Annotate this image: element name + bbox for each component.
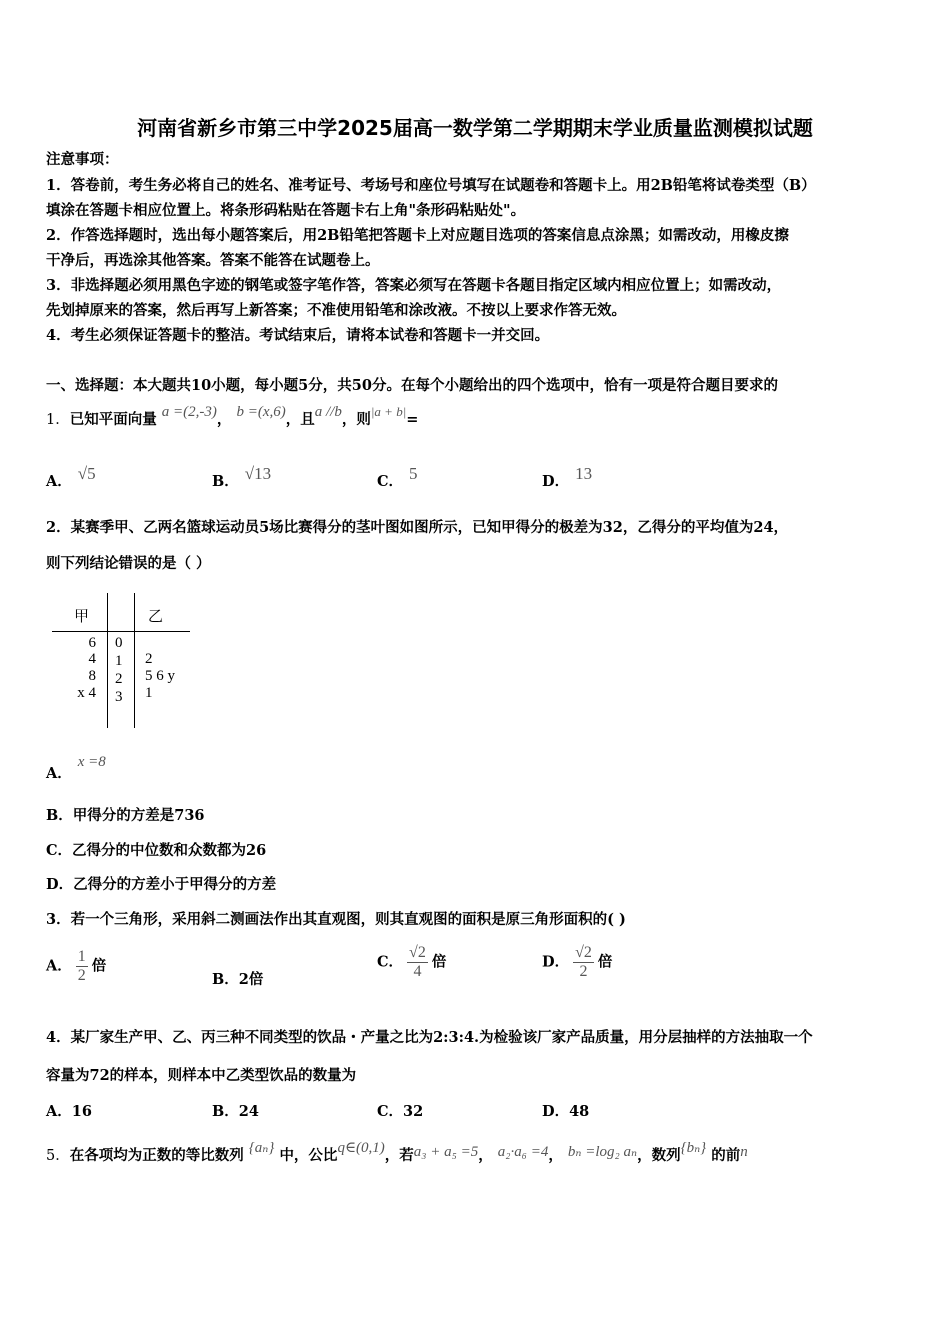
- notice-line: 2．作答选择题时，选出每小题答案后，用2B铅笔把答题卡上对应题目选项的答案信息点涂黑；如需改动，用橡皮擦: [46, 227, 789, 244]
- stem-value: 1: [115, 653, 123, 669]
- stem-value: 2: [115, 671, 123, 687]
- question-5: [46, 1140, 748, 1166]
- q5-text: 的前: [711, 1147, 741, 1164]
- q5-product: a₂·a₆ =4: [497, 1144, 549, 1160]
- question-3: 3．若一个三角形，采用斜二测画法作出其直观图，则其直观图的面积是原三角形面积的( ): [46, 911, 626, 928]
- stem-left-leaf: 8: [88, 668, 96, 684]
- question-2-cont: 则下列结论错误的是（ ）: [46, 555, 211, 572]
- q3-option-c[interactable]: C． $\frac{√2}{4}$ 倍: [377, 944, 447, 980]
- section-heading: 一、选择题：本大题共10小题，每小题5分，共50分。在每个小题给出的四个选项中，恰有一项是符合题目要求的: [46, 377, 778, 394]
- q5-sum: a₃ + a₅ =5: [413, 1144, 479, 1160]
- q5-number: 5．: [46, 1148, 70, 1164]
- stem-right-leaf: 5 6 y: [145, 668, 175, 684]
- notice-line: 1．答卷前，考生务必将自己的姓名、准考证号、考场号和座位号填写在试题卷和答题卡上。用2B铅笔将试卷类型（B）: [46, 177, 816, 194]
- question-1: [46, 404, 419, 430]
- q2-option-c[interactable]: C．乙得分的中位数和众数都为26: [46, 842, 267, 859]
- q5-text: 中，公比: [279, 1147, 338, 1164]
- q2-option-b[interactable]: B．甲得分的方差是736: [46, 807, 205, 824]
- q2-option-d[interactable]: D．乙得分的方差小于甲得分的方差: [46, 876, 277, 893]
- notice-line: 3．非选择题必须用黑色字迹的钢笔或签字笔作答，答案必须写在答题卡各题目指定区域内相应位置上；如需改动，: [46, 277, 782, 294]
- q3-option-a[interactable]: A． $\frac{1}{2}$ 倍: [46, 948, 107, 984]
- q1-option-d[interactable]: D． 13: [542, 464, 593, 490]
- q1-option-a[interactable]: A． √5: [46, 464, 96, 490]
- q5-ratio: q∈(0,1): [337, 1140, 385, 1156]
- q5-seq-a: {aₙ}: [248, 1140, 275, 1156]
- stem-right-leaf: 1: [145, 685, 153, 701]
- q5-seq-b: {bₙ}: [680, 1140, 707, 1156]
- q4-option-b[interactable]: B．24: [212, 1103, 259, 1120]
- q1-text: =: [406, 411, 419, 428]
- notice-line: 填涂在答题卡相应位置上。将条形码粘贴在答题卡右上角"条形码粘贴处"。: [46, 202, 526, 219]
- q3-option-b[interactable]: B．2倍: [212, 971, 264, 988]
- q1-text: ，且: [285, 411, 315, 428]
- stem-left-leaf: 4: [88, 651, 96, 667]
- q5-text: ，数列: [637, 1147, 681, 1164]
- q1-vector-b: b =(x,6): [236, 404, 286, 420]
- q3-option-d[interactable]: D． $\frac{√2}{2}$ 倍: [542, 944, 613, 980]
- q5-text: ，: [548, 1147, 563, 1164]
- q5-text: ，: [478, 1147, 493, 1164]
- stem-value: 3: [115, 689, 123, 705]
- q2-option-a[interactable]: A．x =8: [46, 754, 106, 782]
- q4-option-a[interactable]: A．16: [46, 1103, 92, 1120]
- q1-option-c[interactable]: C． 5: [377, 464, 418, 490]
- page-title: 河南省新乡市第三中学2025届高一数学第二学期期末学业质量监测模拟试题: [137, 116, 813, 140]
- stem-left-leaf: 6: [88, 635, 96, 651]
- q5-bn-def: bₙ =log₂ aₙ: [567, 1144, 638, 1160]
- q1-parallel: a //b: [314, 404, 342, 420]
- q5-n: n: [740, 1144, 748, 1160]
- q1-text: ，则: [341, 411, 371, 428]
- stem-leaf-plot: [52, 593, 192, 728]
- q5-text: 在各项均为正数的等比数列: [69, 1147, 244, 1164]
- stem-header-right: 乙: [148, 609, 164, 625]
- stem-right-leaf: 2: [145, 651, 153, 667]
- notice-line: 干净后，再选涂其他答案。答案不能答在试题卷上。: [46, 252, 380, 269]
- stem-left-leaf: x 4: [77, 685, 96, 701]
- question-4-cont: 容量为72的样本，则样本中乙类型饮品的数量为: [46, 1067, 357, 1084]
- q5-text: ，若: [384, 1147, 414, 1164]
- q1-text: 已知平面向量: [69, 411, 157, 428]
- q4-option-d[interactable]: D．48: [542, 1103, 590, 1120]
- notice-line: 先划掉原来的答案，然后再写上新答案；不准使用铅笔和涂改液。不按以上要求作答无效。: [46, 302, 626, 319]
- question-2: 2．某赛季甲、乙两名篮球运动员5场比赛得分的茎叶图如图所示，已知甲得分的极差为32，乙得分的平均值为24，: [46, 519, 789, 536]
- q1-option-b[interactable]: B． √13: [212, 464, 272, 490]
- q1-vector-a: a =(2,-3): [161, 404, 217, 420]
- question-4: 4．某厂家生产甲、乙、丙三种不同类型的饮品・产量之比为2:3:4.为检验该厂家产品质量，用分层抽样的方法抽取一个: [46, 1029, 813, 1046]
- q1-number: 1．: [46, 412, 70, 428]
- notice-line: 4．考生必须保证答题卡的整洁。考试结束后，请将本试卷和答题卡一并交回。: [46, 327, 550, 344]
- q1-magnitude: |a + b|: [370, 404, 407, 419]
- stem-value: 0: [115, 635, 123, 651]
- stem-header-left: 甲: [74, 609, 90, 625]
- q4-option-c[interactable]: C．32: [377, 1103, 424, 1120]
- notice-heading: 注意事项：: [46, 151, 119, 168]
- q1-sep: ，: [216, 411, 232, 428]
